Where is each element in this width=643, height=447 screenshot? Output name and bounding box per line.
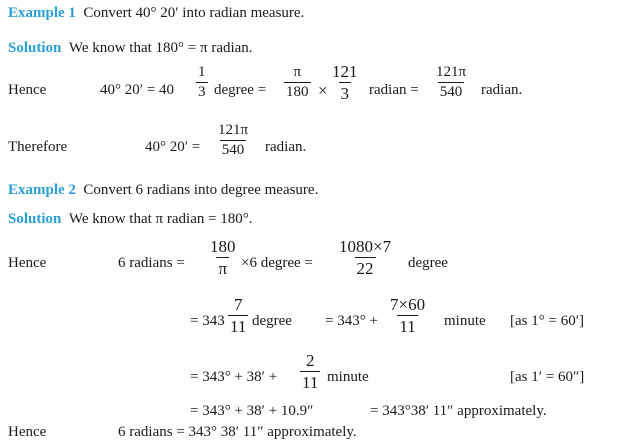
example2-line xyxy=(8,183,318,198)
fraction-numerator: 2 xyxy=(305,351,315,370)
example2-final-label: Hence xyxy=(8,424,47,440)
fraction-denominator: 180 xyxy=(286,84,309,100)
example2-fraction-2-11 xyxy=(300,352,320,391)
example1-hence-label: Hence xyxy=(8,82,47,98)
example1-degree-eq: degree = xyxy=(214,82,267,98)
fraction-numerator: 121π xyxy=(436,64,467,80)
example1-fraction-pi-180 xyxy=(284,65,311,100)
example2-l1-mid: ×6 degree = xyxy=(241,255,313,271)
fraction-numerator: 121 xyxy=(332,62,358,81)
fraction-denominator: 540 xyxy=(221,142,245,158)
fraction-numerator: 7 xyxy=(233,295,243,314)
example2-fraction-7x60-11 xyxy=(388,296,427,335)
fraction-numerator: 7×60 xyxy=(390,295,426,314)
example2-solution-heading: Solution xyxy=(8,211,62,227)
example1-therefore-end: radian. xyxy=(265,139,307,155)
example2-l3-b: minute xyxy=(327,369,369,385)
example2-l2-note: [as 1° = 60′] xyxy=(510,313,584,329)
example1-therefore-lhs: 40° 20′ = xyxy=(145,139,201,155)
fraction-denominator: π xyxy=(218,259,228,278)
fraction-denominator: 11 xyxy=(399,317,416,336)
fraction-denominator: 11 xyxy=(230,317,247,336)
example2-fraction-180-pi xyxy=(208,238,238,277)
fraction-denominator: 3 xyxy=(340,84,349,103)
example1-therefore-label: Therefore xyxy=(8,139,68,155)
fraction-numerator: π xyxy=(293,64,302,80)
fraction-numerator: 180 xyxy=(210,237,236,256)
example2-l3-note: [as 1′ = 60″] xyxy=(510,369,585,385)
example2-l2-c: = 343° + xyxy=(325,313,378,329)
example2-l1-end: degree xyxy=(408,255,448,271)
fraction-numerator: 1080×7 xyxy=(339,237,392,256)
example1-mixed-fraction xyxy=(196,65,208,100)
example1-heading: Example 1 xyxy=(8,5,76,21)
fraction-numerator: 1 xyxy=(198,64,206,80)
example2-solution-line xyxy=(8,212,253,227)
example1-therefore-fraction xyxy=(216,123,250,158)
example2-solution-text: We know that π radian = 180°. xyxy=(68,211,253,227)
example1-eq-lhs: 40° 20′ = 40 xyxy=(100,82,174,98)
example2-l4-b: = 343°38′ 11″ approximately. xyxy=(370,403,547,419)
example2-l3-a: = 343° + 38′ + xyxy=(190,369,278,385)
example2-fraction-1080x7-22 xyxy=(337,238,393,277)
example2-l1-lhs: 6 radians = xyxy=(118,255,185,271)
example2-heading: Example 2 xyxy=(8,182,76,198)
example2-l2-d: minute xyxy=(444,313,486,329)
example1-problem: Convert 40° 20′ into radian measure. xyxy=(83,5,305,21)
fraction-denominator: 22 xyxy=(356,259,374,278)
example1-solution-heading: Solution xyxy=(8,40,62,56)
example2-final-text: 6 radians = 343° 38′ 11″ approximately. xyxy=(118,424,357,440)
fraction-denominator: 540 xyxy=(439,84,463,100)
example1-solution-line xyxy=(8,41,253,56)
example2-hence-label: Hence xyxy=(8,255,47,271)
example1-fraction-121pi-540 xyxy=(434,65,468,100)
example2-l2-a: = 343 xyxy=(190,313,225,329)
example1-radian-eq: radian = xyxy=(369,82,419,98)
fraction-denominator: 11 xyxy=(302,373,319,392)
example2-l4-a: = 343° + 38′ + 10.9″ xyxy=(190,403,314,419)
example1-solution-text: We know that 180° = π radian. xyxy=(68,40,253,56)
example1-line xyxy=(8,6,304,21)
example2-problem: Convert 6 radians into degree measure. xyxy=(83,182,319,198)
example1-radian-end: radian. xyxy=(481,82,523,98)
fraction-denominator: 3 xyxy=(198,84,206,100)
fraction-numerator: 121π xyxy=(218,122,249,138)
example1-fraction-121-3 xyxy=(330,63,360,102)
example2-mixed-7-11 xyxy=(228,296,248,335)
example2-l2-b: degree xyxy=(252,313,292,329)
times-symbol: × xyxy=(318,81,328,100)
